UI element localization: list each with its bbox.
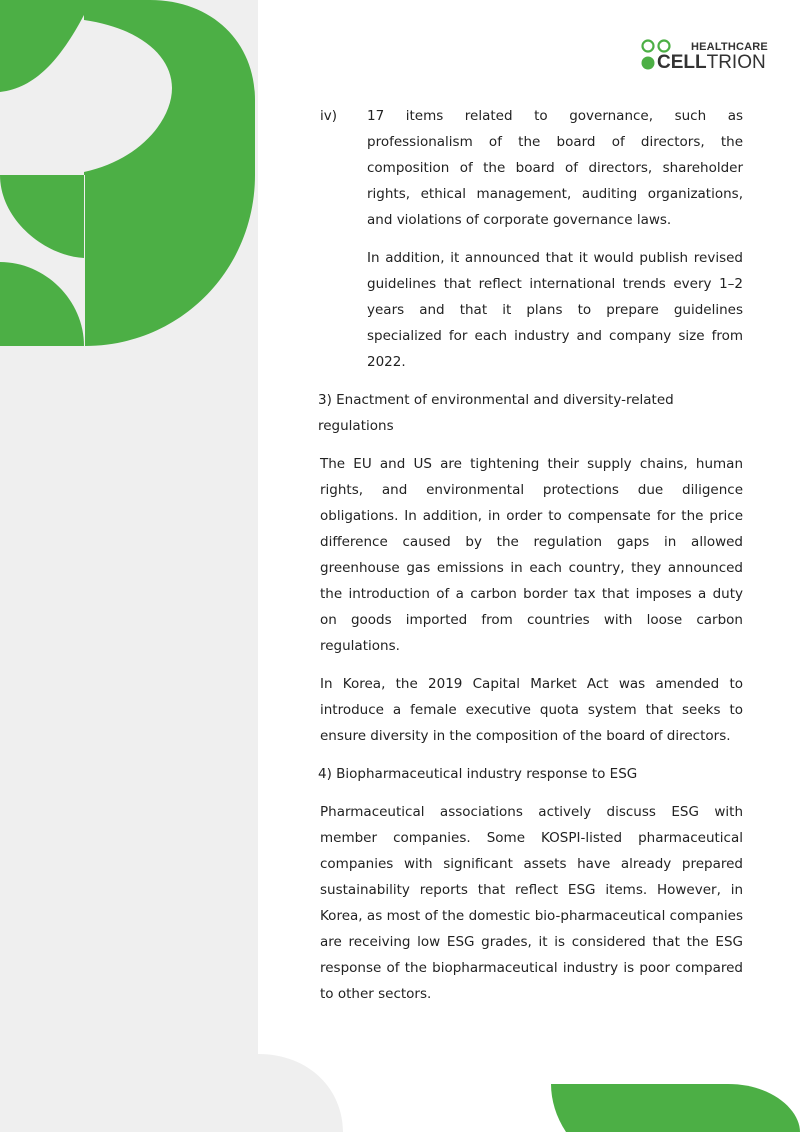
celltrion-healthcare-logo xyxy=(640,38,770,74)
paragraph-revised-guidelines: In addition, it announced that it would publish revised guidelines that reflect international trends every 1–2 years and that it plans to prepare guidelines specialized for each industry and company size from 2022. xyxy=(367,250,743,370)
paragraph-korea-capital-market-act: In Korea, the 2019 Capital Market Act was amended to introduce a female executive quota system that seeks to ensure diversity in the composition of the board of directors. xyxy=(320,676,743,744)
paragraph-governance-items: 17 items related to governance, such as professionalism of the board of directors, the composition of the board of directors, shareholder rights, ethical management, auditing organizations, and violations of corporate governance laws. xyxy=(367,108,743,228)
logo-cell-text: CELL xyxy=(657,52,707,73)
section-heading-3: 3) Enactment of environmental and diversity-related regulations xyxy=(318,392,674,434)
logo-healthcare-text: HEALTHCARE xyxy=(691,41,768,53)
green-quarter-bottom-right xyxy=(728,1084,800,1132)
list-item-iv xyxy=(320,103,743,375)
logo-trion-text: TRION xyxy=(706,52,766,73)
list-numeral: iv) xyxy=(320,108,338,124)
paragraph-biopharma-response: Pharmaceutical associations actively discuss ESG with member companies. Some KOSPI-listed pharmaceutical companies with significant assets have already prepared sustainability reports that reflect ESG items. However, in Korea, as most of the domestic bio-pharmaceutical companies are receiving low ESG grades, it is considered that the ESG response of the biopharmaceutical industry is poor compared to other sectors. xyxy=(320,804,743,1002)
logo-celltrion-text xyxy=(657,52,766,74)
paragraph-eu-us-regulations: The EU and US are tightening their supply chains, human rights, and environmental protections due diligence obligations. In addition, in order to compensate for the price difference caused by the regulation gaps in allowed greenhouse gas emissions in each country, they announced the introduction of a carbon border tax that imposes a duty on goods imported from countries with loose carbon regulations. xyxy=(320,456,743,654)
section-heading-4: 4) Biopharmaceutical industry response to ESG xyxy=(318,766,638,782)
document-body xyxy=(320,103,743,1019)
green-shape-bottom-center xyxy=(551,1084,728,1132)
